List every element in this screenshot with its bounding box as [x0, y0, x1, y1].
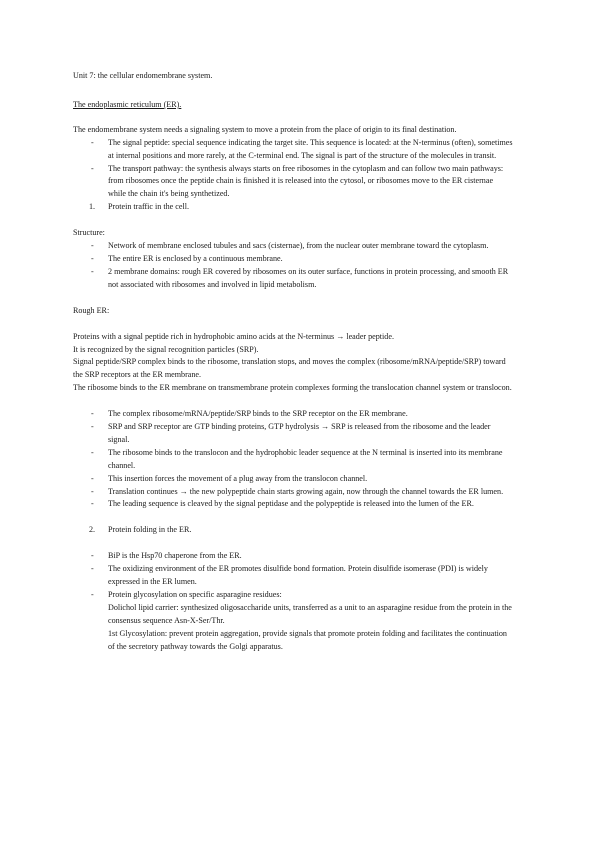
dash-marker: - — [91, 551, 94, 561]
numbered-item-1 — [73, 201, 513, 214]
numbered-item-2 — [73, 524, 513, 537]
glycosylation-line: Dolichol lipid carrier: synthesized oligosaccharide units, transferred as a unit to an asparagine residue from the protein in the consensus sequence Asn-X-Ser/Thr. — [108, 602, 512, 625]
list-item-text: Protein traffic in the cell. — [108, 202, 189, 212]
list-item-text: SRP and SRP receptor are GTP binding proteins, GTP hydrolysis → SRP is released from the ribosome and the leader signal. — [108, 422, 491, 444]
list-item — [73, 498, 513, 511]
list-item — [73, 524, 513, 537]
dash-marker: - — [91, 422, 94, 432]
list-item-text: The signal peptide: special sequence indicating the target site. This sequence is located: at the N-terminus (often), sometimes at internal positions and more rarely, at the C-terminal end. The signal is part of the structure of the molecules in transit. — [108, 137, 513, 160]
dash-marker: - — [91, 473, 94, 483]
dash-marker: - — [91, 486, 94, 496]
glycosylation-details — [73, 602, 513, 654]
structure-label: Structure: — [73, 228, 105, 238]
list-item-text: This insertion forces the movement of a plug away from the translocon channel. — [108, 473, 368, 483]
list-item-text: Translation continues → the new polypeptide chain starts growing again, now through the channel towards the ER lumen. — [108, 486, 504, 496]
list-item-text: Protein glycosylation on specific asparagine residues: — [108, 590, 282, 599]
dash-marker: - — [91, 266, 94, 276]
intro-bullet-list — [73, 137, 513, 202]
list-item — [73, 408, 513, 421]
list-item — [73, 240, 513, 253]
list-item — [73, 201, 513, 214]
rough-er-label: Rough ER: — [73, 305, 110, 315]
intro-paragraph: The endomembrane system needs a signaling system to move a protein from the place of origin to its final destination. — [73, 124, 457, 134]
document-page — [73, 70, 513, 654]
list-item-text: BiP is the Hsp70 chaperone from the ER. — [108, 551, 242, 561]
glycosylation-line: 1st Glycosylation: prevent protein aggregation, provide signals that promote protein folding and facilitates the continuation of the secretory pathway towards the Golgi apparatus. — [108, 628, 507, 651]
rough-er-line: Proteins with a signal peptide rich in hydrophobic amino acids at the N-terminus → leader peptide. — [73, 331, 394, 341]
list-item — [73, 137, 513, 163]
dash-marker: - — [91, 241, 94, 251]
list-item — [73, 486, 513, 499]
rough-er-line: Signal peptide/SRP complex binds to the ribosome, translation stops, and moves the complex (ribosome/mRNA/peptide/SRP) toward the SRP receptors at the ER membrane. — [73, 357, 506, 380]
dash-marker: - — [91, 137, 94, 147]
dash-marker: - — [91, 163, 94, 173]
rough-er-line: The ribosome binds to the ER membrane on transmembrane protein complexes forming the translocation channel system or translocon. — [73, 383, 512, 393]
folding-bullet-list — [73, 550, 513, 602]
list-item — [73, 253, 513, 266]
document-title: Unit 7: the cellular endomembrane system. — [73, 71, 213, 80]
list-item — [73, 163, 513, 202]
list-item-text: The leading sequence is cleaved by the signal peptidase and the polypeptide is released into the lumen of the ER. — [108, 499, 474, 509]
section-heading: The endoplasmic reticulum (ER). — [73, 99, 182, 109]
rough-er-bullet-list — [73, 408, 513, 511]
number-marker: 2. — [89, 525, 96, 535]
dash-marker: - — [91, 253, 94, 263]
list-item-text: The oxidizing environment of the ER promotes disulfide bond formation. Protein disulfide isomerase (PDI) is widely expressed in the ER lumen. — [108, 564, 488, 587]
list-item-text: The complex ribosome/mRNA/peptide/SRP binds to the SRP receptor on the ER membrane. — [108, 409, 408, 419]
list-item-text: The entire ER is enclosed by a continuous membrane. — [108, 253, 283, 263]
dash-marker: - — [91, 409, 94, 419]
list-item — [73, 447, 513, 473]
structure-bullet-list — [73, 240, 513, 292]
list-item — [73, 473, 513, 486]
number-marker: 1. — [89, 202, 96, 212]
list-item-text: Protein folding in the ER. — [108, 525, 192, 535]
dash-marker: - — [91, 564, 94, 574]
list-item — [73, 550, 513, 563]
list-item-text: 2 membrane domains: rough ER covered by ribosomes on its outer surface, functions in protein processing, and smooth ER not associated with ribosomes and involved in lipid metabolism. — [108, 266, 509, 289]
dash-marker: - — [91, 447, 94, 457]
list-item — [73, 266, 513, 292]
list-item — [73, 563, 513, 589]
rough-er-line: It is recognized by the signal recognition particles (SRP). — [73, 344, 259, 354]
dash-marker: - — [91, 590, 94, 599]
list-item-text: Network of membrane enclosed tubules and sacs (cisternae), from the nuclear outer membrane toward the cytoplasm. — [108, 241, 489, 251]
list-item-text: The transport pathway: the synthesis always starts on free ribosomes in the cytoplasm and can follow two main pathways: from ribosomes once the peptide chain is finished it is released into the cytosol, or ribosomes move to the ER cisternae while the chain it's being synthetized. — [108, 163, 504, 199]
list-item — [73, 589, 513, 602]
dash-marker: - — [91, 499, 94, 509]
list-item-text: The ribosome binds to the translocon and the hydrophobic leader sequence at the N terminal is inserted into its membrane channel. — [108, 447, 503, 470]
list-item — [73, 421, 513, 447]
